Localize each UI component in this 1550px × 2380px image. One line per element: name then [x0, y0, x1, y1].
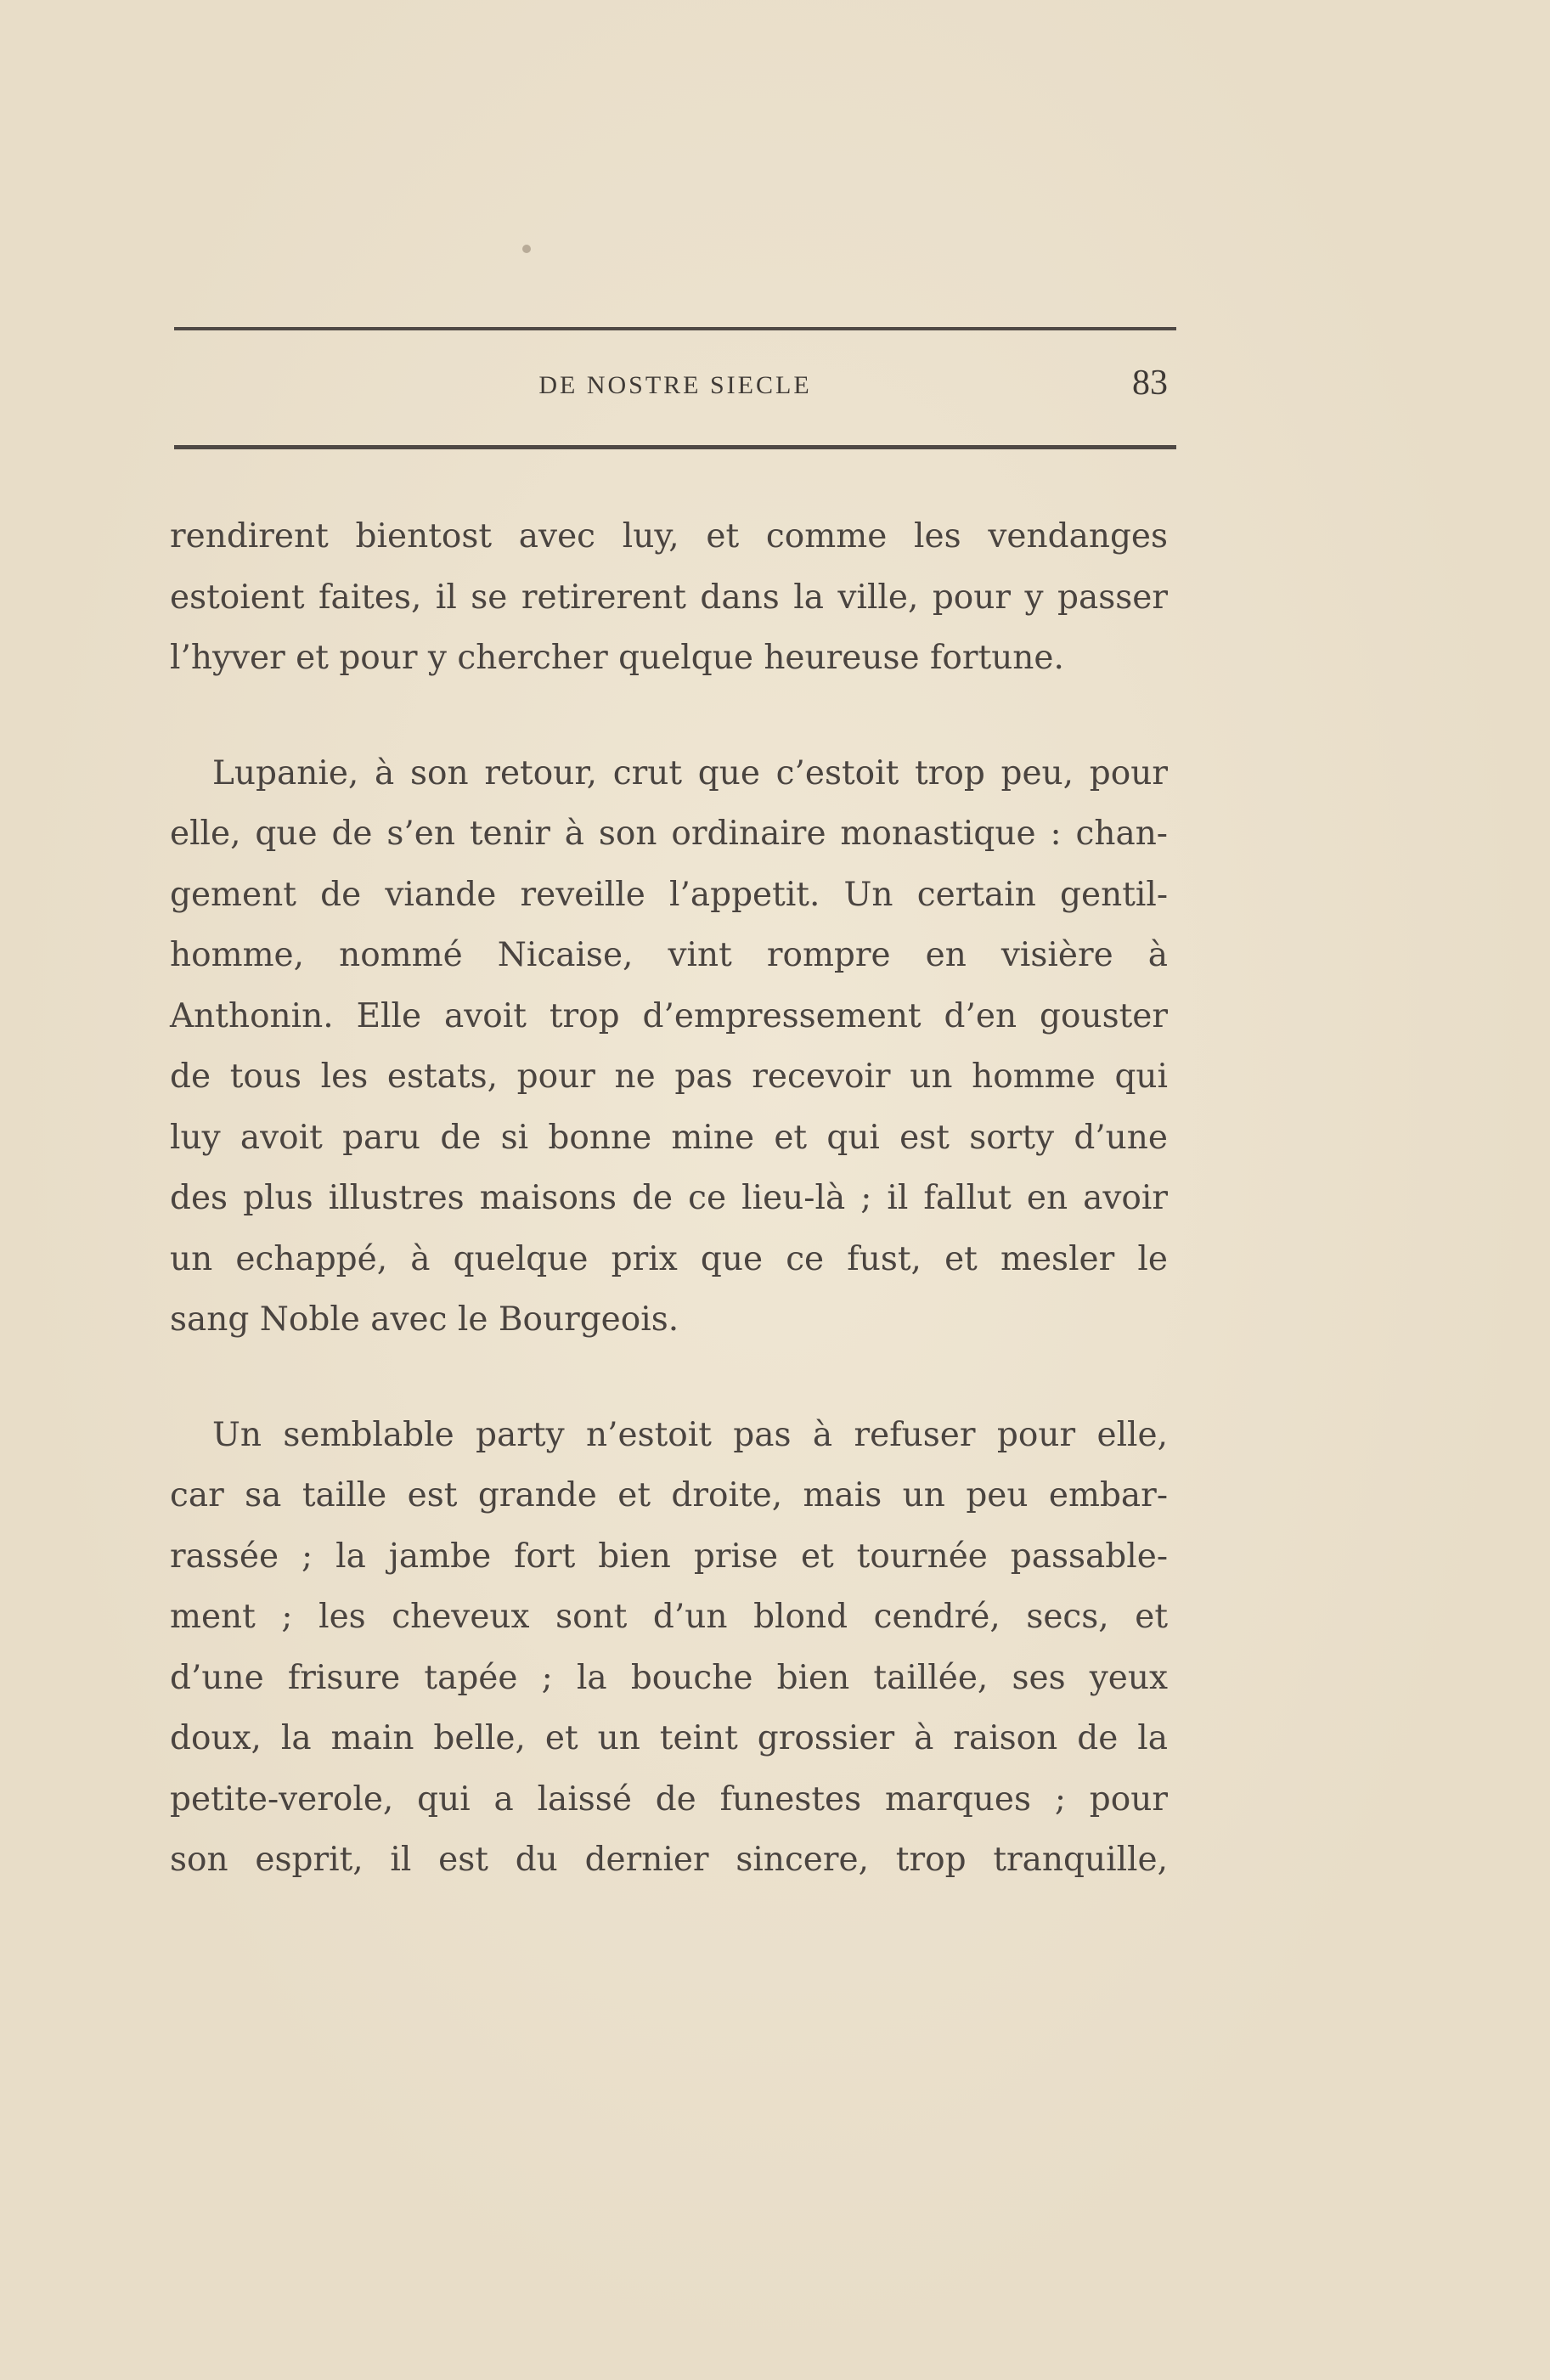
header-top-rule	[174, 327, 1176, 330]
text-line: son esprit, il est du dernier sincere, trop tranquille,	[170, 1841, 1168, 1879]
paragraph-1	[170, 506, 1168, 689]
text-line: doux, la main belle, et un teint grossier à raison de la	[170, 1719, 1168, 1757]
text-line: Un semblable party n’estoit pas à refuser pour elle,	[212, 1415, 1168, 1454]
paragraph-3	[170, 1405, 1168, 1891]
page-number: 83	[1132, 364, 1168, 403]
text-line: rassée ; la jambe fort bien prise et tournée passable-	[170, 1537, 1168, 1576]
text-line: d’une frisure tapée ; la bouche bien taillée, ses yeux	[170, 1658, 1168, 1697]
text-line: ment ; les cheveux sont d’un blond cendré, secs, et	[170, 1598, 1168, 1636]
text-line: rendirent bientost avec luy, et comme les vendanges	[170, 517, 1168, 556]
text-line: car sa taille est grande et droite, mais un peu embar-	[170, 1476, 1168, 1514]
text-line: estoient faites, il se retirerent dans la ville, pour y passer	[170, 578, 1168, 617]
text-line: elle, que de s’en tenir à son ordinaire monastique : chan-	[170, 815, 1168, 853]
text-line: Anthonin. Elle avoit trop d’empressement d’en gouster	[170, 996, 1168, 1035]
text-line: sang Noble avec le Bourgeois.	[170, 1300, 679, 1339]
text-line: homme, nommé Nicaise, vint rompre en visière à	[170, 936, 1168, 974]
text-line: des plus illustres maisons de ce lieu-là ; il fallut en avoir	[170, 1179, 1168, 1217]
text-line: luy avoit paru de si bonne mine et qui est sorty d’une	[170, 1118, 1168, 1157]
paragraph-2	[170, 743, 1168, 1351]
text-line: un echappé, à quelque prix que ce fust, et mesler le	[170, 1239, 1168, 1278]
text-line: l’hyver et pour y chercher quelque heureuse fortune.	[170, 639, 1064, 677]
text-line: de tous les estats, pour ne pas recevoir un homme qui	[170, 1057, 1168, 1096]
text-line: petite-verole, qui a laissé de funestes marques ; pour	[170, 1779, 1168, 1819]
body-text	[170, 506, 1168, 1891]
running-title: DE NOSTRE SIECLE	[538, 371, 812, 399]
text-line: gement de viande reveille l’appetit. Un certain gentil-	[170, 875, 1168, 914]
text-line: Lupanie, à son retour, crut que c’estoit trop peu, pour	[212, 753, 1168, 792]
page-header	[174, 327, 1176, 450]
header-bottom-rule	[174, 445, 1176, 449]
ink-speck	[522, 245, 531, 253]
